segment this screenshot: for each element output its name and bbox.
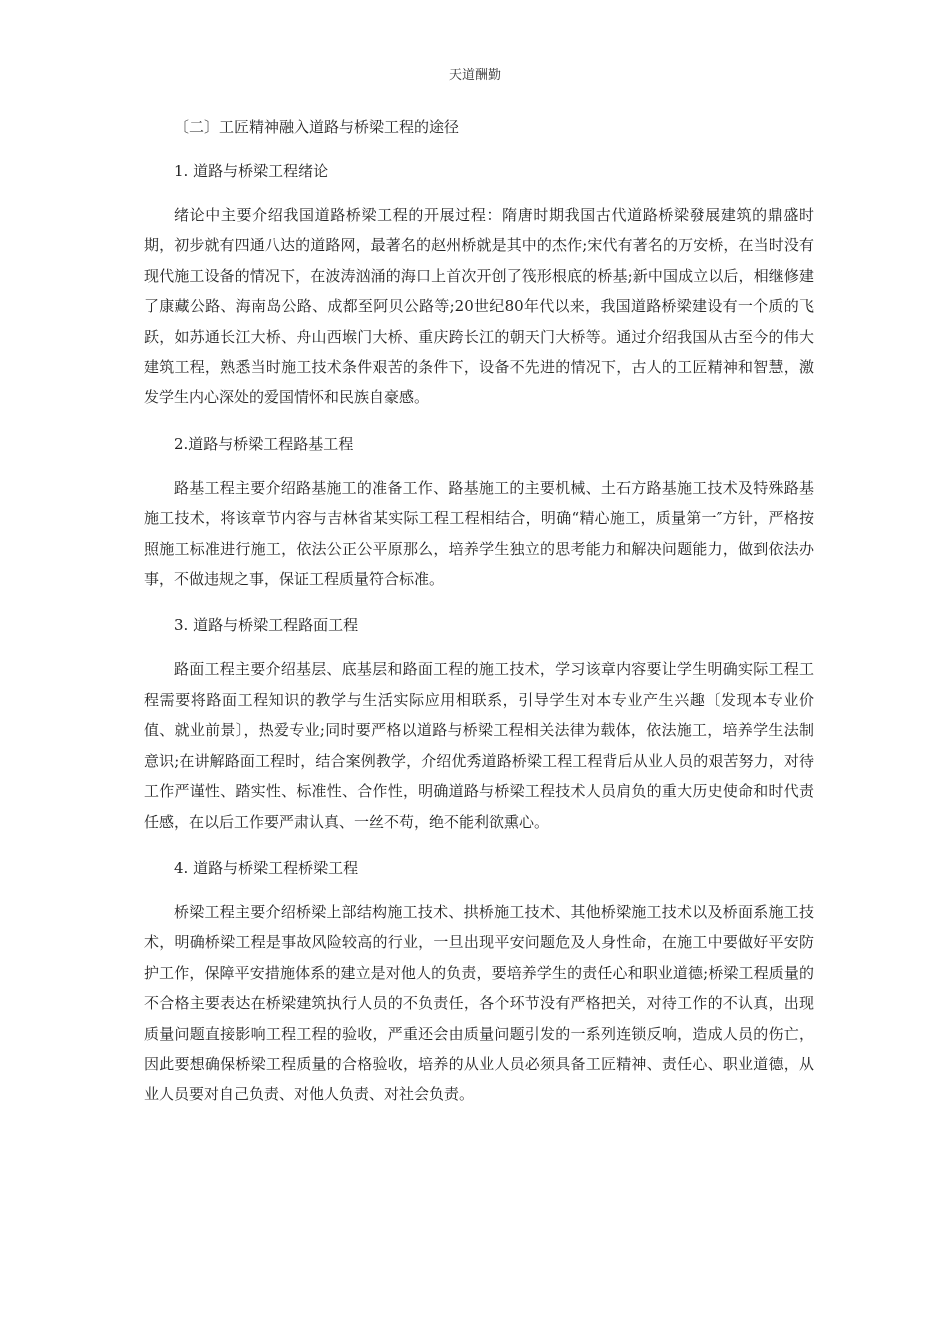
paragraph-1: 绪论中主要介绍我国道路桥梁工程的开展过程：隋唐时期我国古代道路桥梁發展建筑的鼎盛时期，初步就有四通八达的道路网，最著名的赵州桥就是其中的杰作;宋代有著名的万安桥，在当时没有现代施工设备的情况下，在波涛汹涌的海口上首次开创了筏形根底的桥基;新中国成立以后，相继修建了康藏公路、海南岛公路、成都至阿贝公路等;20世纪80年代以来，我国道路桥梁建设有一个质的飞跃，如苏通长江大桥、舟山西堠门大桥、重庆跨长江的朝天门大桥等。通过介绍我国从古至今的伟大建筑工程，熟悉当时施工技术条件艰苦的条件下，设备不先进的情况下，古人的工匠精神和智慧，激发学生内心深处的爱国情怀和民族自豪感。 <box>144 206 814 407</box>
document-body <box>144 112 814 1110</box>
subsection-heading-4: 4. 道路与桥梁工程桥梁工程 <box>174 858 359 877</box>
page-header: 天道酬勤 <box>448 68 501 83</box>
paragraph-4: 桥梁工程主要介绍桥梁上部结构施工技术、拱桥施工技术、其他桥梁施工技术以及桥面系施工技术，明确桥梁工程是事故风险较高的行业，一旦出现平安问题危及人身性命，在施工中要做好平安防护工作，保障平安措施体系的建立是对他人的负责，要培养学生的责任心和职业道德;桥梁工程质量的不合格主要表达在桥梁建筑执行人员的不负责任，各个环节没有严格把关，对待工作的不认真，出现质量问题直接影响工程工程的验收，严重还会由质量问题引发的一系列连锁反响，造成人员的伤亡，因此要想确保桥梁工程质量的合格验收，培养的从业人员必须具备工匠精神、责任心、职业道德，从业人员要对自己负责、对他人负责、对社会负责。 <box>144 902 814 1104</box>
section-heading: 〔二〕工匠精神融入道路与桥梁工程的途径 <box>174 118 460 136</box>
subsection-heading-3: 3. 道路与桥梁工程路面工程 <box>174 616 359 635</box>
paragraph-3: 路面工程主要介绍基层、底基层和路面工程的施工技术，学习该章内容要让学生明确实际工程工程需要将路面工程知识的教学与生活实际应用相联系，引导学生对本专业产生兴趣〔发现本专业价值、就业前景〕，热爱专业;同时要严格以道路与桥梁工程相关法律为载体，依法施工，培养学生法制意识;在讲解路面工程时，结合案例教学，介绍优秀道路桥梁工程工程背后从业人员的艰苦努力，对待工作严谨性、踏实性、标准性、合作性，明确道路与桥梁工程技术人员肩负的重大历史使命和时代责任感，在以后工作要严肃认真、一丝不苟，绝不能利欲熏心。 <box>144 660 814 831</box>
subsection-heading-1: 1. 道路与桥梁工程绪论 <box>174 162 329 180</box>
paragraph-2: 路基工程主要介绍路基施工的准备工作、路基施工的主要机械、土石方路基施工技术及特殊路基施工技术，将该章节内容与吉林省某实际工程工程相结合，明确“精心施工，质量第一″方针，严格按照施工标准进行施工，依法公正公平原那么，培养学生独立的思考能力和解决问题能力，做到依法办事，不做违规之事，保证工程质量符合标准。 <box>144 478 814 589</box>
subsection-heading-2: 2.道路与桥梁工程路基工程 <box>174 434 354 453</box>
